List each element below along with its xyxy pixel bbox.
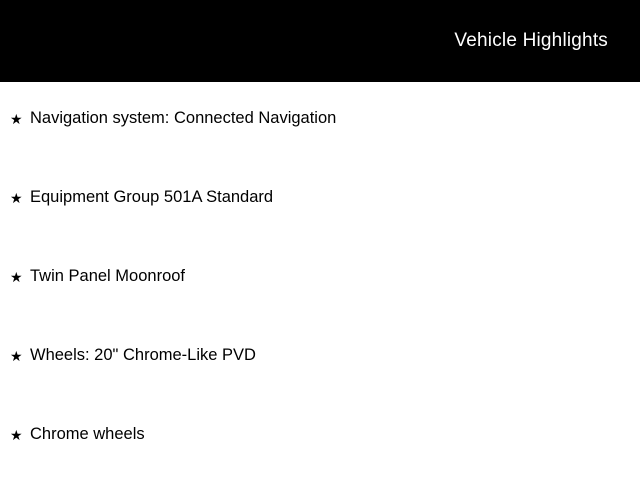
list-item-label: Wheels: 20" Chrome-Like PVD [30,346,256,364]
star-icon: ★ [10,111,23,127]
list-item [0,108,640,187]
list-item [0,187,640,266]
star-icon: ★ [10,190,23,206]
list-item-label: Navigation system: Connected Navigation [30,109,337,127]
list-item-label: Equipment Group 501A Standard [30,188,274,206]
header-bar [0,0,640,82]
list-item [0,345,640,424]
list-item-label: Chrome wheels [30,425,145,443]
page-title: Vehicle Highlights [454,29,608,51]
star-icon: ★ [10,269,23,285]
list-item [0,266,640,345]
star-icon: ★ [10,348,23,364]
list-item [0,424,640,503]
list-item-label: Twin Panel Moonroof [30,267,186,285]
star-icon: ★ [10,427,23,443]
highlights-list [0,82,640,480]
